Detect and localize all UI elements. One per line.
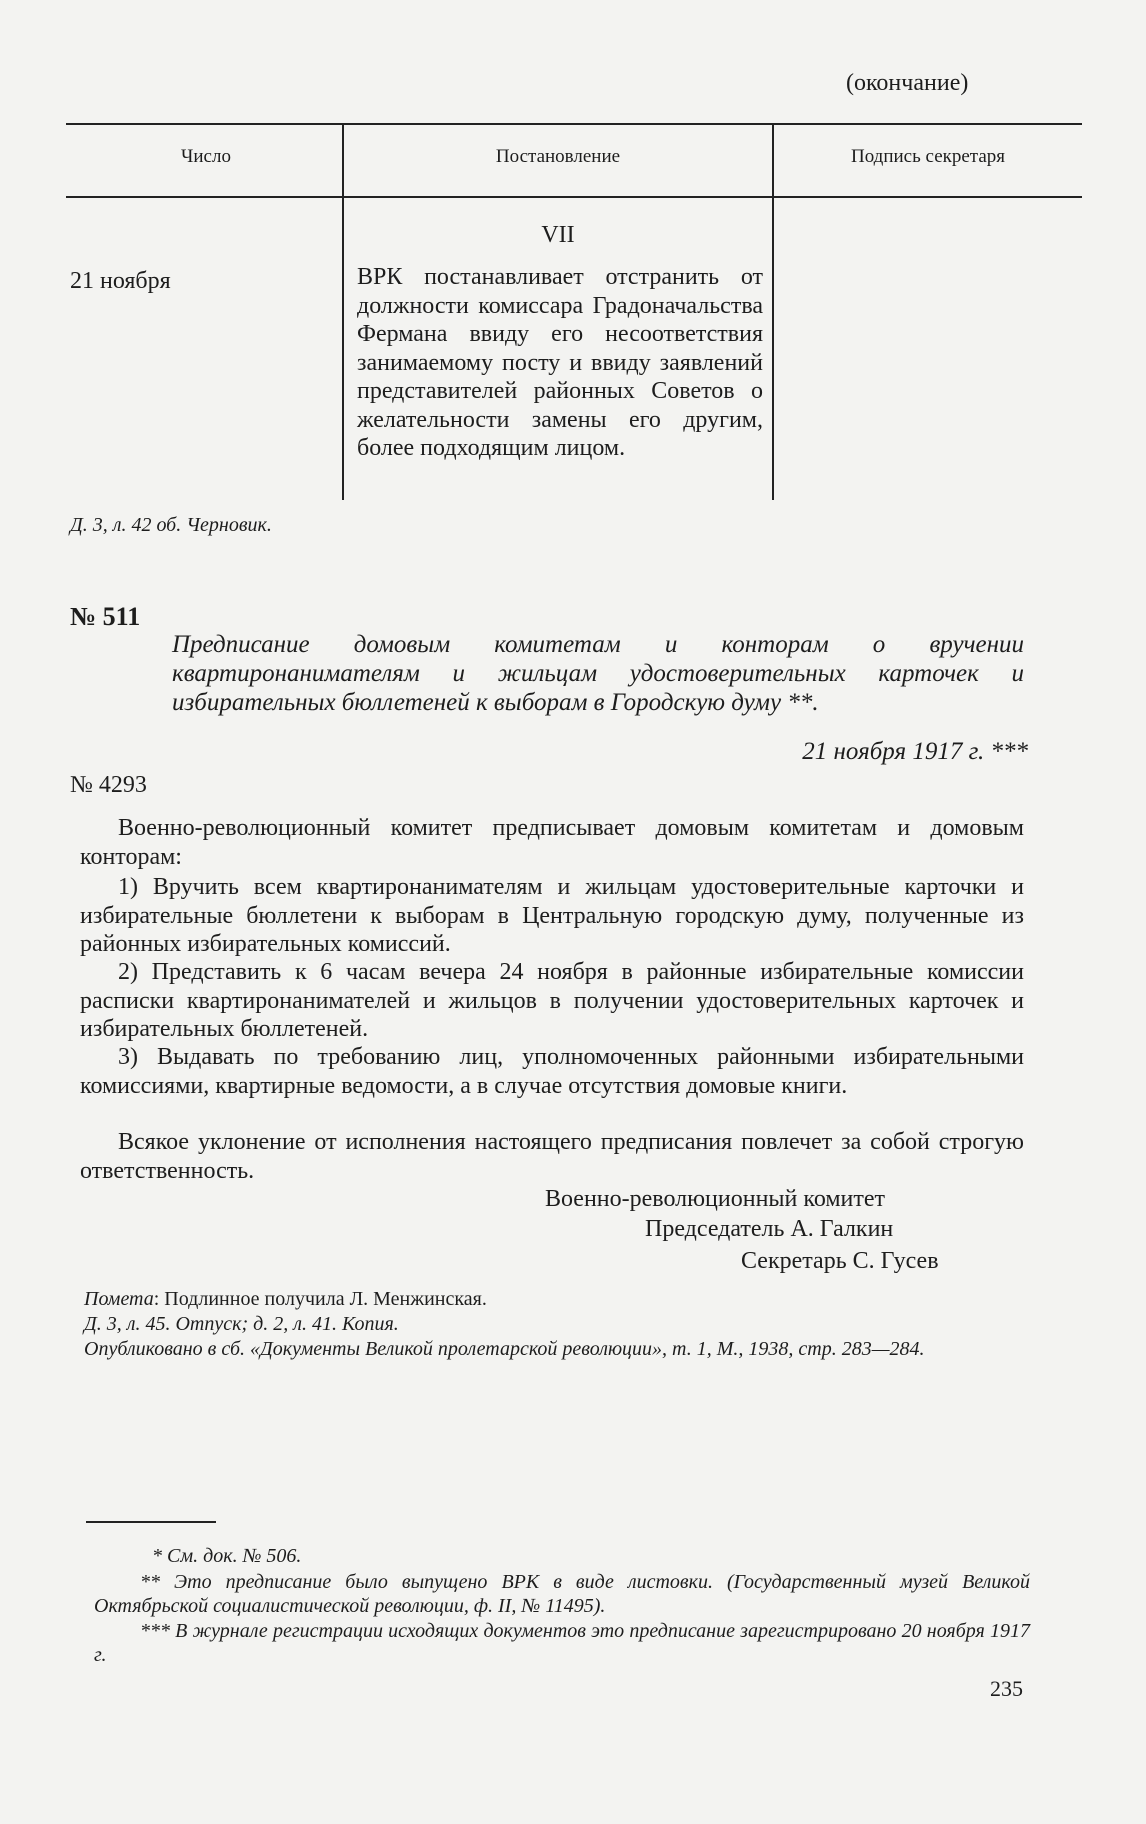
paragraph-item-1: 1) Вручить всем квартиронанимателям и жильцам удостоверительные карточки и избирательные бюллетени к выборам в Центральную городскую думу, полученные из районных избирательных комиссий.: [80, 874, 1024, 957]
paragraph-item-3: 3) Выдавать по требованию лиц, уполномоченных районными избирательными комиссиями, квартирные ведомости, а в случае отсутствия домовые книги.: [80, 1044, 1024, 1099]
table-col-divider-1: [342, 124, 344, 500]
document-title: Предписание домовым комитетам и конторам о вручении квартиронанимателям и жильцам удостоверительных карточек и избирательных бюллетеней к выборам в Городскую думу **.: [172, 631, 1024, 716]
footnote-3: *** В журнале регистрации исходящих документов это предписание зарегистрировано 20 ноября 1917 г.: [94, 1620, 1030, 1666]
page-number: 235: [990, 1676, 1023, 1701]
table-header-rule: [66, 196, 1082, 198]
note-text: : Подлинное получила Л. Менжинская.: [153, 1288, 487, 1310]
resolution-text: ВРК постанавливает отстранить от должности комиссара Градоначальства Фермана ввиду его несоответствия занимаемому посту и ввиду заявлений представителей районных Советов о желательности замены его другим, более подходящим лицом.: [357, 264, 763, 461]
registration-number: № 4293: [70, 772, 147, 798]
signature-org: Военно-революционный комитет: [545, 1186, 886, 1212]
table-source: Д. 3, л. 42 об. Черновик.: [70, 514, 272, 536]
document-source: Д. 3, л. 45. Отпуск; д. 2, л. 41. Копия.: [84, 1313, 399, 1335]
note-line: [84, 1288, 487, 1311]
table-header-resolution: Постановление: [495, 146, 621, 167]
table-top-rule: [66, 123, 1082, 125]
footnote-2: ** Это предписание было выпущено ВРК в виде листовки. (Государственный музей Великой Октябрьской социалистической революции, ф. II, № 11495).: [94, 1571, 1030, 1617]
footnote-1: * См. док. № 506.: [152, 1545, 302, 1567]
document-published: Опубликовано в сб. «Документы Великой пролетарской революции», т. 1, М., 1938, стр. 283—284.: [84, 1338, 925, 1360]
document-date: 21 ноября 1917 г. ***: [802, 738, 1028, 765]
row-date: 21 ноября: [70, 268, 171, 294]
footnote-rule: [86, 1521, 216, 1523]
table-col-divider-2: [772, 124, 774, 500]
document-number: № 511: [70, 602, 141, 631]
paragraph-closing: Всякое уклонение от исполнения настоящего предписания повлечет за собой строгую ответственность.: [80, 1129, 1024, 1184]
resolution-number: VII: [541, 222, 575, 248]
table-header-date: Число: [181, 146, 231, 167]
note-label: Помета: [84, 1288, 154, 1310]
paragraph-item-2: 2) Представить к 6 часам вечера 24 ноября в районные избирательные комиссии расписки квартиронанимателей и жильцов в получении удостоверительных карточек и избирательных бюллетеней.: [80, 959, 1024, 1042]
paragraph-intro: Военно-революционный комитет предписывает домовым комитетам и домовым конторам:: [80, 815, 1024, 870]
signature-chair: Председатель А. Галкин: [645, 1216, 894, 1242]
signature-secretary: Секретарь С. Гусев: [741, 1248, 939, 1274]
continuation-label: (окончание): [846, 70, 969, 96]
table-header-signature: Подпись секретаря: [851, 146, 1005, 167]
